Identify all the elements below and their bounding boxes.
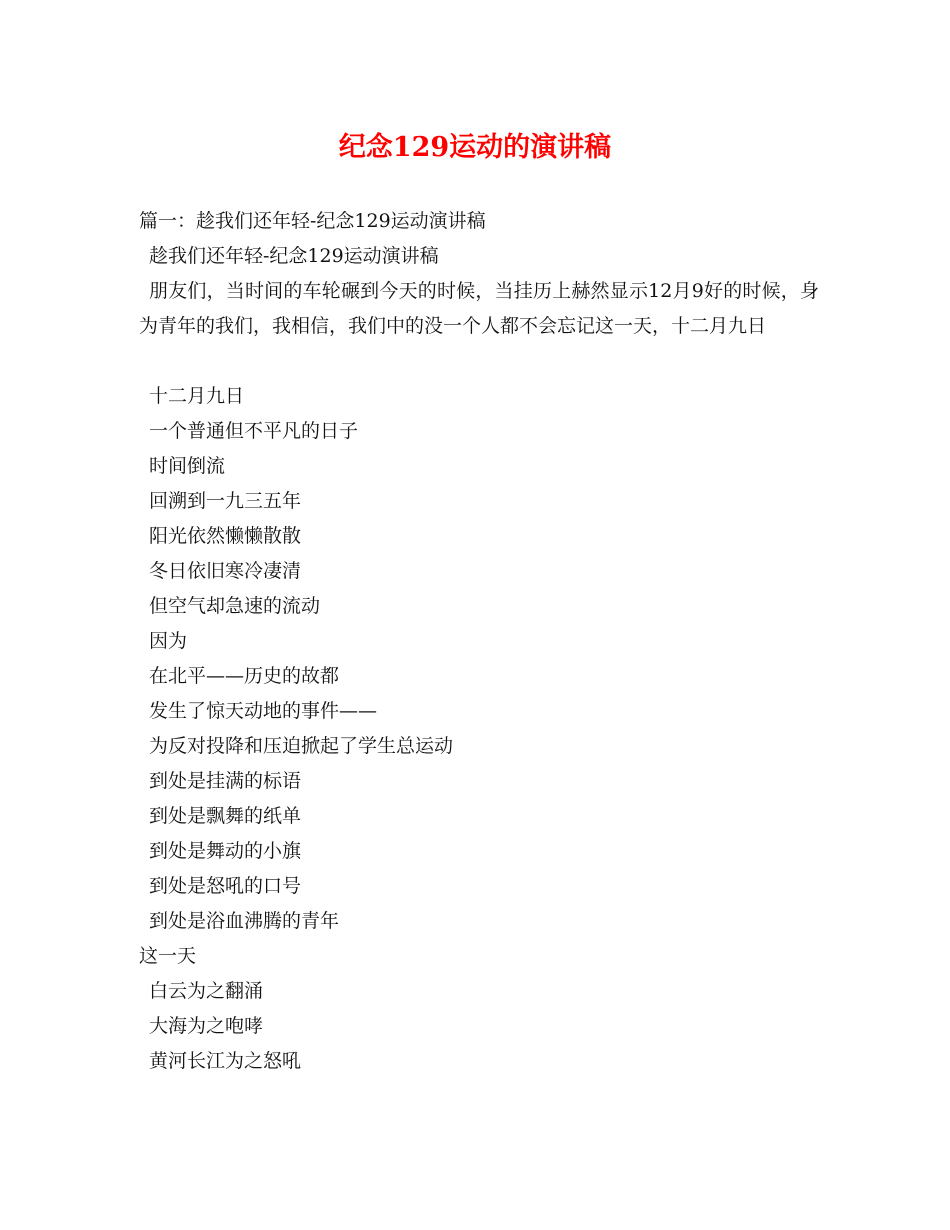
poem-line: 到处是舞动的小旗 [149,840,302,862]
speech-title: 趁我们还年轻-纪念129运动演讲稿 [149,245,439,267]
closing-line: 白云为之翻涌 [149,980,264,1002]
poem-line: 时间倒流 [149,455,226,477]
section-heading: 篇一：趁我们还年轻-纪念129运动演讲稿 [139,210,486,232]
poem-line: 阳光依然懒懒散散 [149,525,302,547]
poem-line: 在北平——历史的故都 [149,665,340,687]
poem-line: 为反对投降和压迫掀起了学生总运动 [149,735,454,757]
poem-line: 到处是挂满的标语 [149,770,302,792]
poem-line: 回溯到一九三五年 [149,490,302,512]
poem-line: 到处是怒吼的口号 [149,875,302,897]
poem-line: 因为 [149,630,188,652]
poem-line: 一个普通但不平凡的日子 [149,420,359,442]
closing-line: 大海为之咆哮 [149,1015,264,1037]
poem-line: 十二月九日 [149,385,245,407]
poem-line: 冬日依旧寒冷凄清 [149,560,302,582]
poem-line: 到处是飘舞的纸单 [149,805,302,827]
closing-heading: 这一天 [139,945,197,967]
poem-line: 但空气却急速的流动 [149,595,321,617]
poem-line: 发生了惊天动地的事件—— [149,700,378,722]
opening-paragraph: 朋友们，当时间的车轮碾到今天的时候，当挂历上赫然显示12月9好的时候，身为青年的我们，我相信，我们中的没一个人都不会忘记这一天，十二月九日 [139,280,819,337]
document-body [139,204,819,1079]
closing-line: 黄河长江为之怒吼 [149,1050,302,1072]
poem-line: 到处是浴血沸腾的青年 [149,910,340,932]
document-title: 纪念129运动的演讲稿 [338,132,612,163]
